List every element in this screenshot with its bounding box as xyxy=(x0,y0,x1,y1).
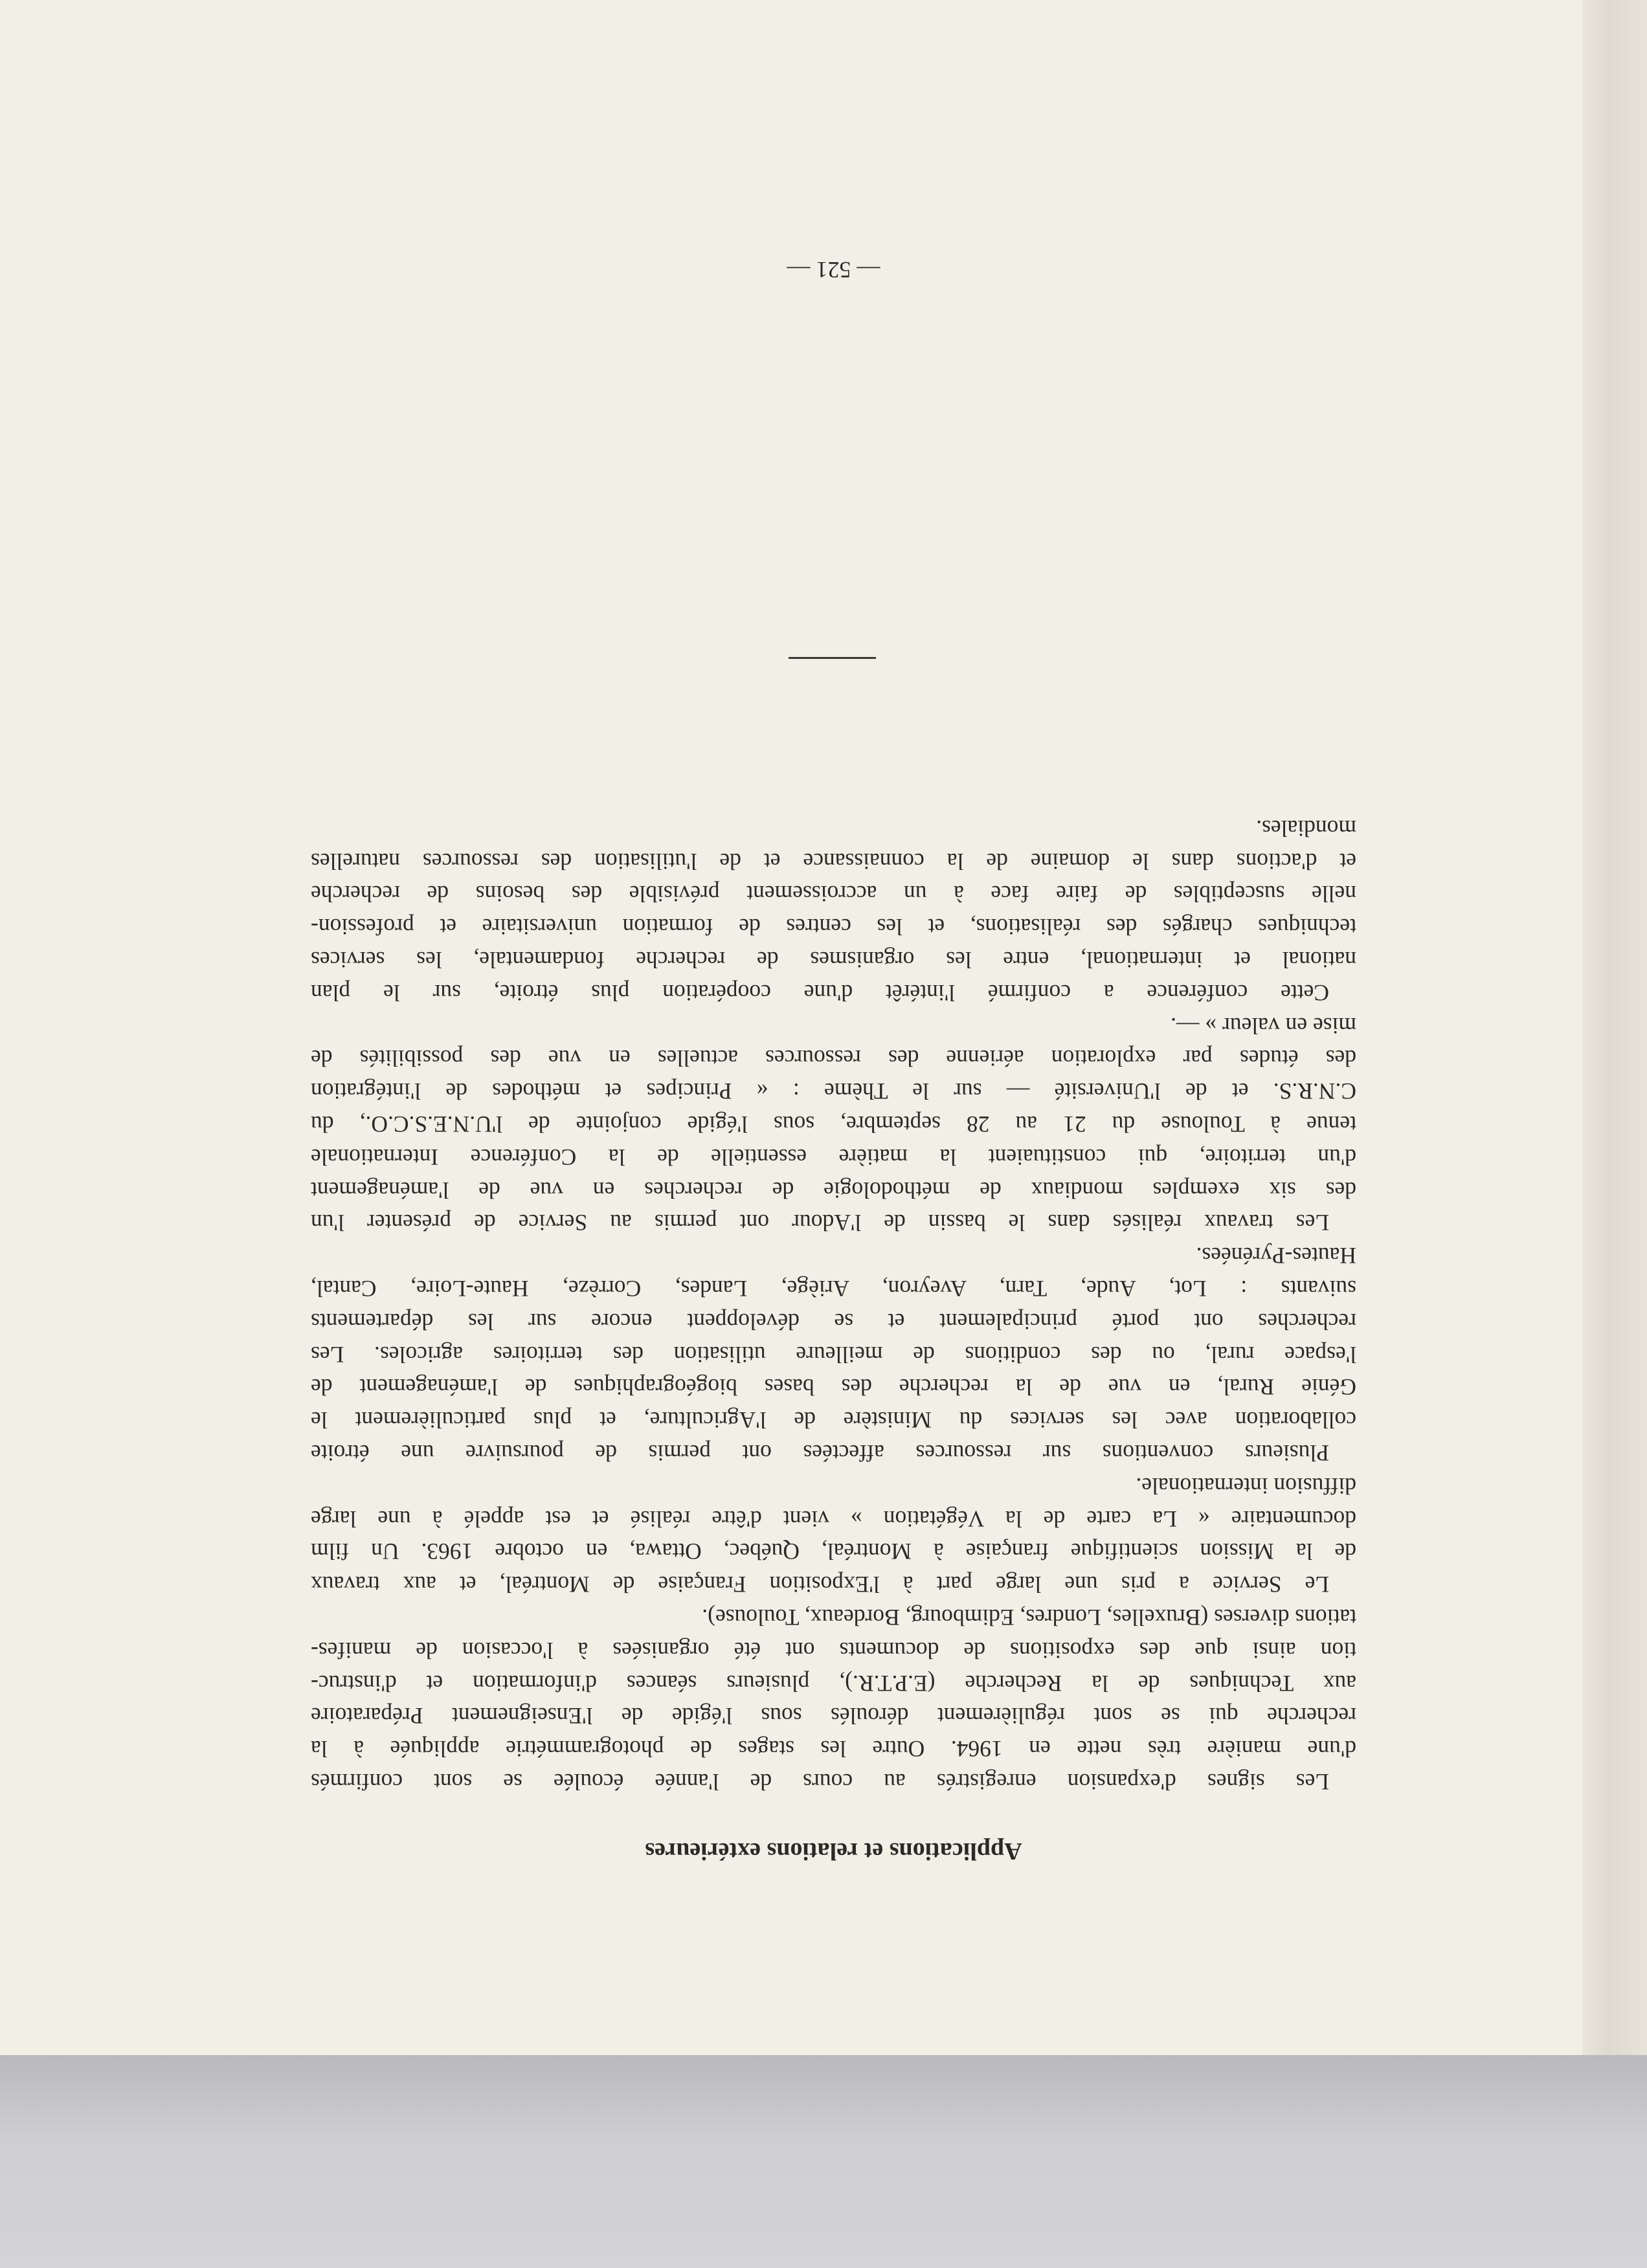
text-line: d'une manière très nette en 1964. Outre les stages de photogrammétrie appliquée à la xyxy=(311,1736,1356,1762)
text-line: collaboration avec les services du Ministère de l'Agriculture, et plus particulièrement le xyxy=(311,1407,1356,1434)
paragraph xyxy=(311,1009,1356,1240)
text-line: recherches ont porté principalement et se développent encore sur les départements xyxy=(311,1308,1356,1335)
text-line: suivants : Lot, Aude, Tarn, Aveyron, Ariège, Landes, Corrèze, Haute-Loire, Cantal, xyxy=(311,1276,1356,1302)
text-line: aux Techniques de la Recherche (E.P.T.R.), plusieurs séances d'information et d'instruc- xyxy=(311,1670,1356,1696)
text-line: national et international, entre les organismes de recherche fondamentale, les services xyxy=(311,947,1356,973)
paragraph xyxy=(311,1239,1356,1469)
section-divider xyxy=(789,657,876,659)
text-line: Le Service a pris une large part à l'Exposition Française de Montréal, et aux travaux xyxy=(311,1572,1329,1598)
text-line: l'espace rural, ou des conditions de meilleure utilisation des territoires agricoles. Les xyxy=(311,1341,1356,1368)
text-line: C.N.R.S. et de l'Université — sur le Thème : « Principes et méthodes de l'intégration xyxy=(311,1078,1356,1105)
text-line: et d'actions dans le domaine de la connaissance et de l'utilisation des ressources naturelles xyxy=(311,848,1356,874)
text-line: Les signes d'expansion enregistrés au cours de l'année écoulée se sont confirmés xyxy=(311,1769,1329,1795)
text-line: Plusieurs conventions sur ressources affectées ont permis de poursuivre une étroite xyxy=(311,1440,1329,1467)
text-line: des études par exploration aérienne des ressources actuelles en vue des possibilités de xyxy=(311,1045,1356,1072)
scanner-background xyxy=(0,2055,1647,2268)
text-line: diffusion internationale. xyxy=(1136,1473,1356,1499)
text-line: tion ainsi que des expositions de documents ont été organisées à l'occasion de manifes- xyxy=(311,1637,1356,1663)
page-binding-edge xyxy=(1582,0,1647,2055)
text-line: d'un territoire, qui constituaient la matière essentielle de la Conférence Internationale xyxy=(311,1144,1356,1170)
text-line: mondiales. xyxy=(1256,815,1356,841)
text-line: documentaire « La carte de la Végétation » vient d'être réalisé et est appelé à une large xyxy=(311,1506,1356,1532)
text-line: tenue à Toulouse du 21 au 28 septembre, sous l'égide conjointe de l'U.N.E.S.C.O., du xyxy=(311,1111,1356,1138)
body-text xyxy=(311,812,1356,1798)
rotated-text-block xyxy=(311,227,1356,1909)
text-line: techniques chargés des réalisations, et les centres de formation universitaire et profession- xyxy=(311,914,1356,940)
paragraph xyxy=(311,812,1356,1009)
text-line: Cette conférence a confirmé l'intérêt d'une coopération plus étroite, sur le plan xyxy=(311,979,1329,1006)
section-title: Applications et relations extérieures xyxy=(645,1838,1022,1865)
paragraph xyxy=(311,1469,1356,1601)
text-line: Les travaux réalisés dans le bassin de l'Adour ont permis au Service de présenter l'un xyxy=(311,1210,1329,1236)
paragraph xyxy=(311,1601,1356,1798)
text-line: de la Mission scientifique française à Montréal, Québec, Ottawa, en octobre 1963. Un film xyxy=(311,1539,1356,1565)
text-line: mise en valeur » —. xyxy=(1171,1012,1356,1039)
text-line: nelle susceptibles de faire face à un accroissement prévisible des besoins de recherche xyxy=(311,881,1356,907)
text-line: des six exemples mondiaux de méthodologie de recherches en vue de l'aménagement xyxy=(311,1177,1356,1203)
page-number: — 521 — xyxy=(787,257,880,283)
text-line: Hautes-Pyrénées. xyxy=(1196,1243,1356,1269)
text-line: recherche qui se sont régulièrement déroulés sous l'égide de l'Enseignement Préparatoire xyxy=(311,1703,1356,1729)
text-line: Génie Rural, en vue de la recherche des bases biogéographiques de l'aménagement de xyxy=(311,1374,1356,1401)
text-line: tations diverses (Bruxelles, Londres, Edimbourg, Bordeaux, Toulouse). xyxy=(702,1605,1356,1631)
